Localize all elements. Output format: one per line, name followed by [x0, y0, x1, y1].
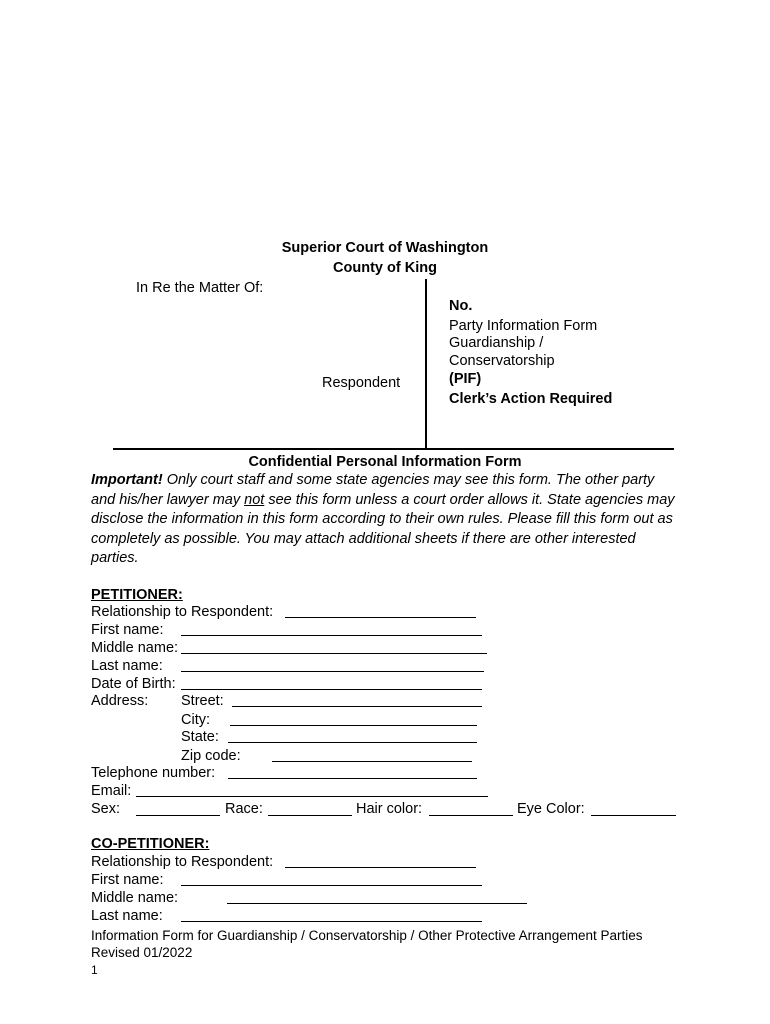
county-name: County of King [333, 260, 437, 276]
in-re-label: In Re the Matter Of: [136, 280, 264, 296]
notice-paragraph [91, 471, 681, 569]
form-name-line3: Conservatorship [449, 353, 555, 369]
caption-divider-vertical [425, 279, 427, 450]
petitioner-zip-field[interactable] [272, 761, 472, 762]
petitioner-dob-field[interactable] [181, 689, 482, 690]
petitioner-race-field[interactable] [268, 815, 352, 816]
petitioner-sex-field[interactable] [136, 815, 220, 816]
petitioner-last-name-field[interactable] [181, 671, 484, 672]
co-petitioner-first-name-label: First name: [91, 872, 164, 888]
petitioner-telephone-label: Telephone number: [91, 765, 216, 781]
clerk-action: Clerk’s Action Required [449, 391, 613, 407]
co-petitioner-relationship-field[interactable] [285, 867, 476, 868]
petitioner-state-field[interactable] [228, 742, 477, 743]
form-abbreviation: (PIF) [449, 371, 482, 387]
notice-not: not [244, 491, 265, 508]
respondent-label: Respondent [322, 375, 401, 391]
petitioner-eye-label: Eye Color: [517, 801, 585, 817]
petitioner-hair-label: Hair color: [356, 801, 423, 817]
petitioner-first-name-field[interactable] [181, 635, 482, 636]
co-petitioner-middle-name-label: Middle name: [91, 890, 179, 906]
petitioner-email-field[interactable] [136, 796, 488, 797]
petitioner-city-field[interactable] [230, 725, 477, 726]
petitioner-dob-label: Date of Birth: [91, 676, 176, 692]
court-name: Superior Court of Washington [281, 240, 489, 256]
petitioner-relationship-field[interactable] [285, 617, 476, 618]
co-petitioner-middle-name-field[interactable] [227, 903, 527, 904]
important-label: Important! [91, 472, 163, 488]
footer-form-title: Information Form for Guardianship / Conservatorship / Other Protective Arrangement Parties [91, 928, 643, 943]
petitioner-eye-field[interactable] [591, 815, 676, 816]
case-number-label: No. [449, 298, 473, 314]
co-petitioner-first-name-field[interactable] [181, 885, 482, 886]
notice-title: Confidential Personal Information Form [248, 454, 522, 470]
co-petitioner-relationship-label: Relationship to Respondent: [91, 854, 274, 870]
petitioner-zip-label: Zip code: [181, 748, 241, 764]
form-name-line1: Party Information Form [449, 318, 598, 334]
page-number: 1 [91, 963, 98, 977]
co-petitioner-last-name-label: Last name: [91, 908, 163, 924]
petitioner-first-name-label: First name: [91, 622, 164, 638]
co-petitioner-heading: CO-PETITIONER: [91, 836, 210, 852]
petitioner-telephone-field[interactable] [228, 778, 477, 779]
petitioner-middle-name-label: Middle name: [91, 640, 179, 656]
petitioner-heading: PETITIONER: [91, 587, 183, 603]
petitioner-hair-field[interactable] [429, 815, 513, 816]
petitioner-address-label: Address: [91, 693, 149, 709]
petitioner-street-field[interactable] [232, 706, 482, 707]
petitioner-last-name-label: Last name: [91, 658, 163, 674]
co-petitioner-last-name-field[interactable] [181, 921, 482, 922]
petitioner-city-label: City: [181, 712, 210, 728]
petitioner-email-label: Email: [91, 783, 132, 799]
petitioner-street-label: Street: [181, 693, 224, 709]
notice-text-b: see this form unless a court order allows it. State agencies may disclose the information in this form according to their own rules. Please fill this form out as completely as possible. You may attach additional sheets if there are other interested parties. [91, 491, 675, 566]
caption-divider-horizontal [113, 448, 674, 450]
footer-revision: Revised 01/2022 [91, 945, 193, 960]
petitioner-relationship-label: Relationship to Respondent: [91, 604, 274, 620]
petitioner-sex-label: Sex: [91, 801, 121, 817]
petitioner-state-label: State: [181, 729, 219, 745]
form-name-line2: Guardianship / [449, 335, 544, 351]
petitioner-middle-name-field[interactable] [181, 653, 487, 654]
petitioner-race-label: Race: [225, 801, 263, 817]
notice-text-a: Only court staff and some state agencies may see this form. The other party and his/her lawyer may [91, 472, 655, 508]
